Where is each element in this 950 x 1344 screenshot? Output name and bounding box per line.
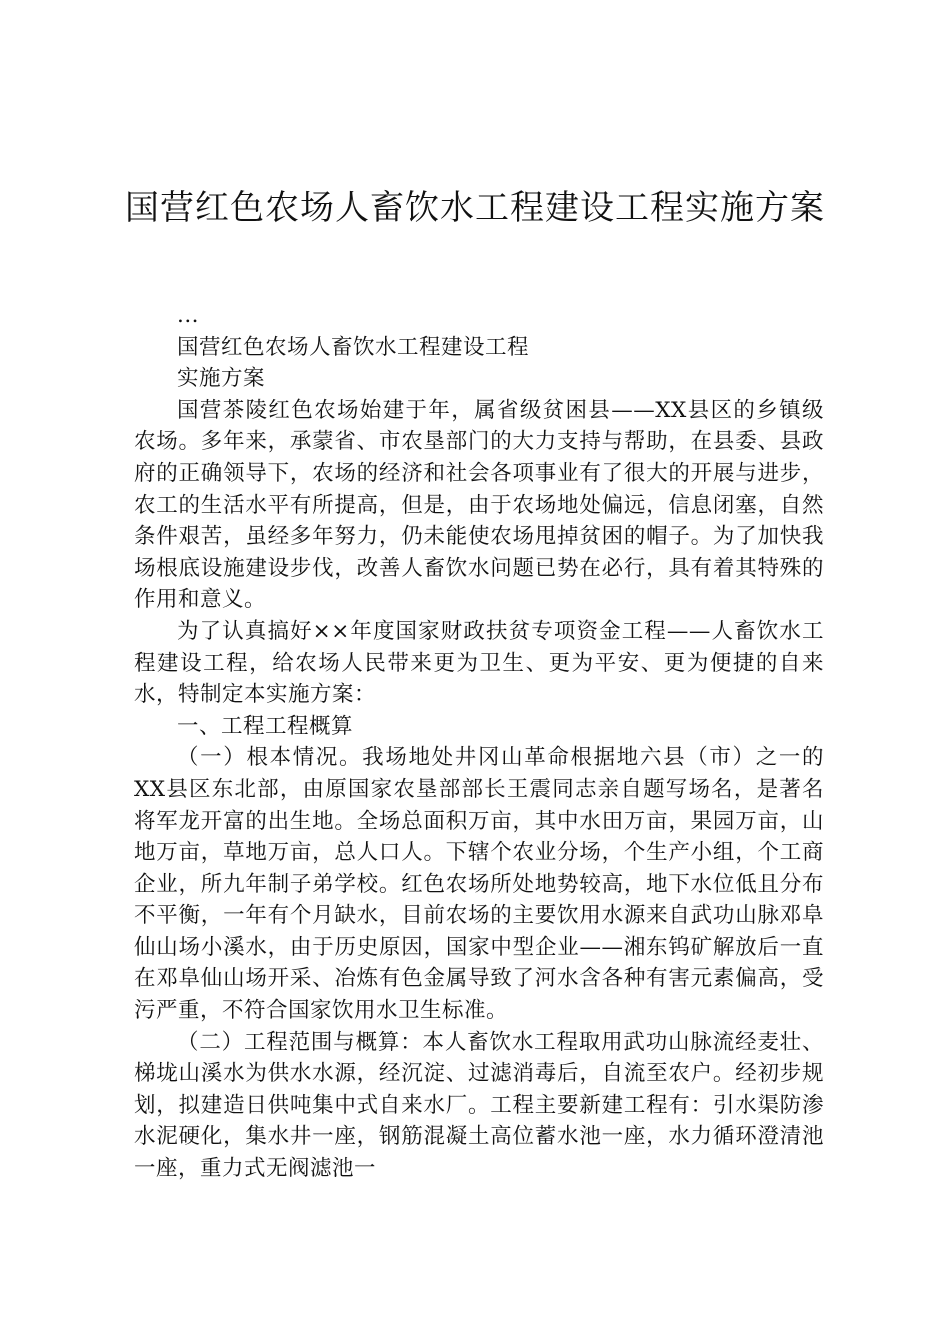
subtitle-line-2: 实施方案 (177, 366, 266, 392)
scope-budget-paragraph: （二）工程范围与概算：本人畜饮水工程取用武功山脉流经麦壮、梯垅山溪水为供水水源，经沉淀、过滤消毒后，自流至农户。经初步规划，拟建造日供吨集中式自来水厂。工程主要新建工程有：引水渠防渗水泥硬化，集水井一座，钢筋混凝土高位蓄水池一座，水力循环澄清池一座，重力式无阀滤池一 (134, 1029, 824, 1182)
intro-paragraph: 国营茶陵红色农场始建于年，属省级贫困县——XX县区的乡镇级农场。多年来，承蒙省、市农垦部门的大力支持与帮助，在县委、县政府的正确领导下，农场的经济和社会各项事业有了很大的开展与进步，农工的生活水平有所提高，但是，由于农场地处偏远，信息闭塞，自然条件艰苦，虽经多年努力，仍未能使农场甩掉贫困的帽子。为了加快我场根底设施建设步伐，改善人畜饮水问题已势在必行，具有着其特殊的作用和意义。 (134, 397, 824, 613)
purpose-paragraph: 为了认真搞好××年度国家财政扶贫专项资金工程——人畜饮水工程建设工程，给农场人民带来更为卫生、更为平安、更为便捷的自来水，特制定本实施方案： (134, 618, 824, 708)
basic-situation-paragraph: （一）根本情况。我场地处井冈山革命根据地六县（市）之一的XX县区东北部，由原国家农垦部部长王震同志亲自题写场名，是著名将军龙开富的出生地。全场总面积万亩，其中水田万亩，果园万亩，山地万亩，草地万亩，总人口人。下辖个农业分场，个生产小组，个工商企业，所九年制子弟学校。红色农场所处地势较高，地下水位低且分布不平衡，一年有个月缺水，目前农场的主要饮用水源来自武功山脉邓阜仙山场小溪水，由于历史原因，国家中型企业——湘东钨矿解放后一直在邓阜仙山场开采、冶炼有色金属导致了河水含各种有害元素偏高，受污严重，不符合国家饮用水卫生标准。 (134, 745, 824, 1024)
document-title: 国营红色农场人畜饮水工程建设工程实施方案 (125, 188, 825, 228)
ellipsis-line: ... (177, 303, 200, 328)
document-body (134, 300, 824, 1185)
subtitle-line-1: 国营红色农场人畜饮水工程建设工程 (177, 334, 530, 360)
section-heading-1: 一、工程工程概算 (177, 713, 354, 739)
